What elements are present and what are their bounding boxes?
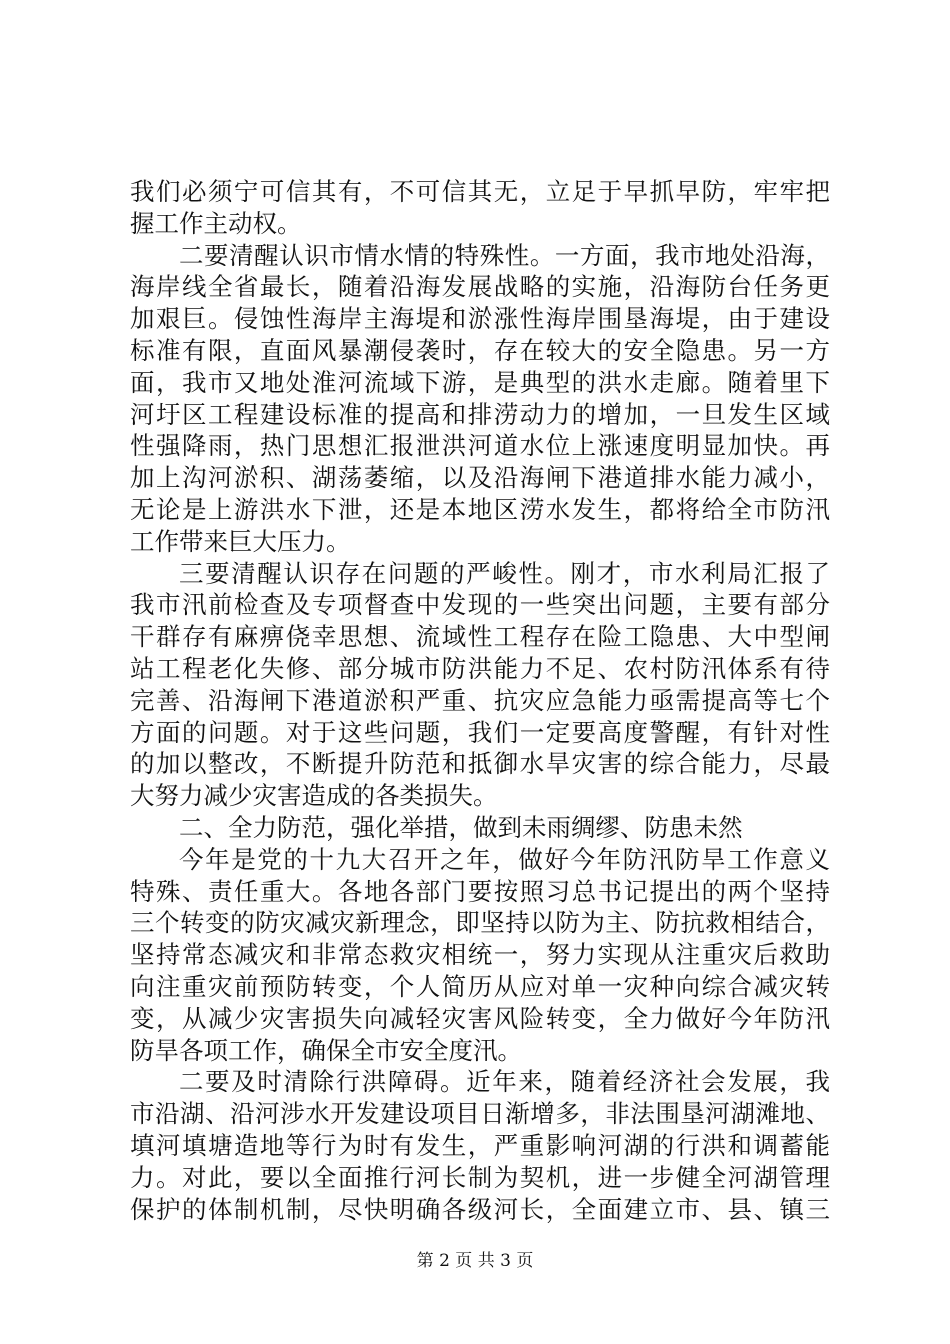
text-line: 握工作主动权。 — [130, 208, 302, 238]
text-line: 二要清醒认识市情水情的特殊性。一方面，我市地处沿海， — [179, 240, 830, 270]
text-line: 方面的问题。对于这些问题，我们一定要高度警醒，有针对性 — [130, 717, 830, 747]
text-line: 变，从减少灾害损失向减轻灾害风险转变，全力做好今年防汛 — [130, 1003, 830, 1033]
text-line: 站工程老化失修、部分城市防洪能力不足、农村防汛体系有待 — [130, 653, 830, 683]
text-line: 完善、沿海闸下港道淤积严重、抗灾应急能力亟需提高等七个 — [130, 685, 830, 715]
text-line: 的加以整改，不断提升防范和抵御水旱灾害的综合能力，尽最 — [130, 749, 830, 779]
text-line: 河圩区工程建设标准的提高和排涝动力的增加，一旦发生区域 — [130, 399, 830, 429]
text-line: 无论是上游洪水下泄，还是本地区涝水发生，都将给全市防汛 — [130, 494, 830, 524]
text-line: 特殊、责任重大。各地各部门要按照习总书记提出的两个坚持 — [130, 876, 830, 906]
text-line: 三个转变的防灾减灾新理念，即坚持以防为主、防抗救相结合， — [130, 908, 830, 938]
text-line: 防旱各项工作，确保全市安全度汛。 — [130, 1035, 522, 1065]
text-line: 坚持常态减灾和非常态救灾相统一，努力实现从注重灾后救助 — [130, 940, 830, 970]
section-heading: 二、全力防范，强化举措，做到未雨绸缪、防患未然 — [179, 812, 743, 842]
text-line: 性强降雨，热门思想汇报泄洪河道水位上涨速度明显加快。再 — [130, 431, 830, 461]
text-line: 二要及时清除行洪障碍。近年来，随着经济社会发展，我 — [179, 1067, 830, 1097]
text-line: 大努力减少灾害造成的各类损失。 — [130, 781, 498, 811]
text-line: 保护的体制机制，尽快明确各级河长，全面建立市、县、镇三 — [130, 1194, 830, 1224]
text-line: 我们必须宁可信其有，不可信其无，立足于早抓早防，牢牢把 — [130, 177, 830, 206]
text-line: 填河填塘造地等行为时有发生，严重影响河湖的行洪和调蓄能 — [130, 1130, 830, 1160]
text-line: 工作带来巨大压力。 — [130, 526, 351, 556]
text-line: 加艰巨。侵蚀性海岸主海堤和淤涨性海岸围垦海堤，由于建设 — [130, 304, 830, 334]
text-line: 力。对此，要以全面推行河长制为契机，进一步健全河湖管理 — [130, 1162, 830, 1192]
text-line: 标准有限，直面风暴潮侵袭时，存在较大的安全隐患。另一方 — [130, 335, 830, 365]
text-line: 面，我市又地处淮河流域下游，是典型的洪水走廊。随着里下 — [130, 367, 830, 397]
text-line: 海岸线全省最长，随着沿海发展战略的实施，沿海防台任务更 — [130, 272, 830, 302]
text-line: 干群存有麻痹侥幸思想、流域性工程存在险工隐患、大中型闸 — [130, 622, 830, 652]
text-line: 加上沟河淤积、湖荡萎缩，以及沿海闸下港道排水能力减小， — [130, 463, 830, 493]
text-line: 市沿湖、沿河涉水开发建设项目日渐增多，非法围垦河湖滩地、 — [130, 1099, 830, 1129]
text-line: 三要清醒认识存在问题的严峻性。刚才，市水利局汇报了 — [179, 558, 830, 588]
page-footer: 第 2 页 共 3 页 — [416, 1251, 534, 1271]
document-body — [130, 176, 830, 1225]
text-line: 我市汛前检查及专项督查中发现的一些突出问题，主要有部分 — [130, 590, 830, 620]
text-line: 向注重灾前预防转变，个人简历从应对单一灾种向综合减灾转 — [130, 971, 830, 1001]
text-line: 今年是党的十九大召开之年，做好今年防汛防旱工作意义 — [179, 844, 830, 874]
